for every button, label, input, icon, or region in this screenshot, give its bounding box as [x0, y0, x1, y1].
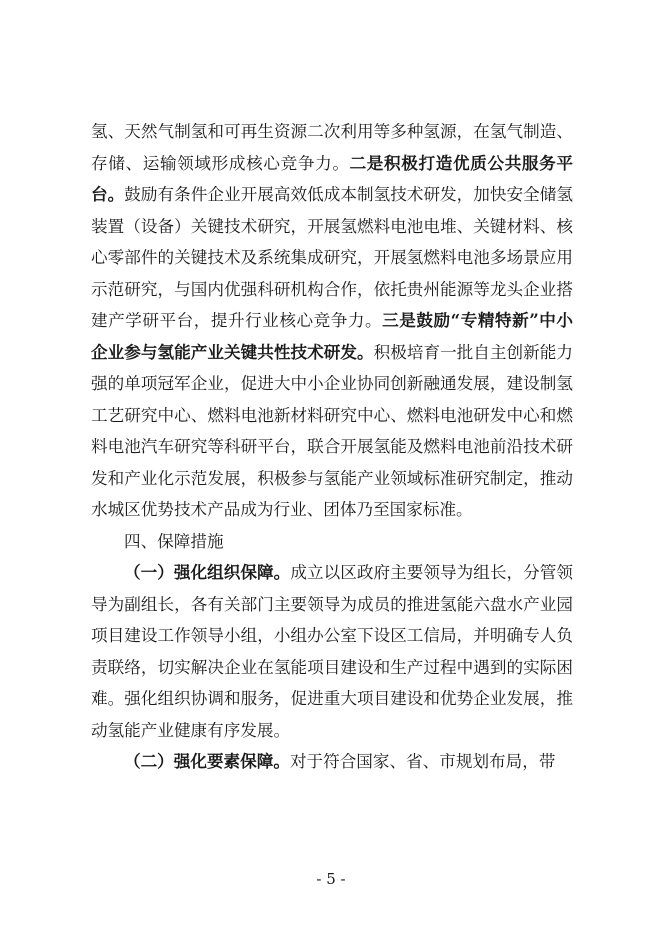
paragraph-text: 积极培育一批自主创新能力强的单项冠军企业，促进大中小企业协同创新融通发展，建设制氢工艺研究中心、燃料电池新材料研究中心、燃料电池研发中心和燃料电池汽车研究等科研平台，联合开展氢能及燃料电池前沿技术研发和产业化示范发展，积极参与氢能产业领域标准研究制定，推动水城区优势技术产品成为行业、团体乃至国家标准。: [91, 342, 574, 519]
paragraph-text: 氢、天然气制氢和可再生资源二次利用等多种氢源，在氢气制造、存储、运输领域形成核心竞争力。: [91, 122, 573, 173]
bold-item-organization: （一）强化组织保障。: [124, 562, 291, 582]
bold-item-sme-research: 三是鼓励“专精特新”中小企业参与氢能产业关键共性技术研发。: [91, 310, 573, 362]
paragraph-text: 对于符合国家、省、市规划布局，带: [289, 752, 556, 771]
paragraph-text: 鼓励有条件企业开展高效低成本制氢技术研发，加快安全储氢装置（设备）关键技术研究，开展氢燃料电池电堆、关键材料、核心零部件的关键技术及系统集成研究，开展氢燃料电池多场景应用示范研究，与国内优强科研机构合作，依托贵州能源等龙头企业搭建产学研平台，提升行业核心竞争力。: [91, 185, 574, 330]
paragraph-text: 成立以区政府主要领导为组长，分管领导为副组长，各有关部门主要领导为成员的推进氢能六盘水产业园项目建设工作领导小组，小组办公室下设区工信局，并明确专人负责联络，切实解决企业在氢能项目建设和生产过程中遇到的实际困难。强化组织协调和服务，促进重大项目建设和优势企业发展，推动氢能产业健康有序发展。: [91, 563, 574, 740]
document-body: [91, 116, 573, 778]
paragraph-hydrogen-sources: [91, 116, 573, 526]
bold-item-factor: （二）强化要素保障。: [124, 751, 290, 771]
section-heading: 四、保障措施: [124, 531, 224, 551]
bold-item-public-platform: 二是积极打造优质公共服务平台。: [91, 152, 574, 204]
paragraph-factor-guarantee: [91, 746, 573, 778]
paragraph-organization-guarantee: [91, 557, 573, 746]
page-number: - 5 -: [316, 870, 346, 888]
